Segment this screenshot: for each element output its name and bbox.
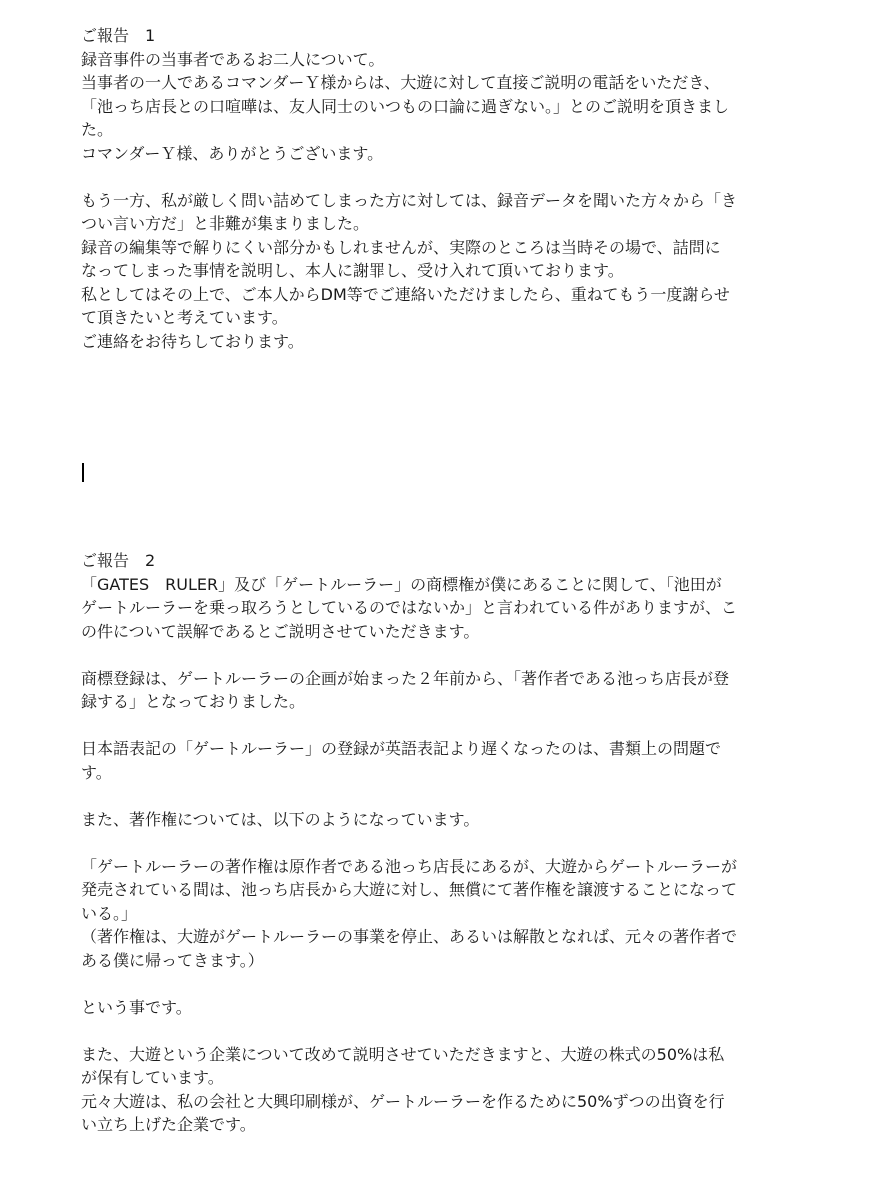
paragraph-line: つい言い方だ」と非難が集まりました。	[81, 214, 370, 233]
paragraph-line: コマンダーＹ様、ありがとうございます。	[81, 143, 384, 163]
blank-line	[81, 972, 807, 996]
paragraph-line: の件について誤解であるとご説明させていただきます。	[81, 621, 480, 641]
paragraph-line: ご連絡をお待ちしております。	[81, 331, 304, 351]
paragraph-line: い立ち上げた企業です。	[81, 1115, 256, 1134]
paragraph-line: また、著作権については、以下のようになっています。	[81, 809, 480, 829]
paragraph-line: 当事者の一人であるコマンダーＹ様からは、大遊に対して直接ご説明の電話をいただき、	[81, 73, 720, 92]
paragraph-line: 録音の編集等で解りにくい部分かもしれませんが、実際のところは当時その場で、詰問に	[81, 237, 721, 257]
paragraph-line: た。	[81, 120, 114, 139]
document-page	[81, 24, 807, 1137]
paragraph-line: が保有しています。	[81, 1068, 224, 1087]
paragraph-line: て頂きたいと考えています。	[81, 308, 288, 327]
report-1-section	[81, 24, 807, 353]
paragraph-line: す。	[81, 762, 112, 782]
paragraph-line: ある僕に帰ってきます。）	[81, 950, 264, 970]
blank-line	[81, 643, 807, 667]
blank-line	[81, 165, 807, 189]
blank-space	[81, 353, 807, 453]
blank-line	[81, 831, 807, 855]
report-2-section	[81, 549, 807, 1137]
paragraph-line: いる。」	[81, 903, 138, 923]
paragraph-line: ゲートルーラーを乗っ取ろうとしているのではないか」と言われている件がありますが、こ	[81, 598, 738, 617]
paragraph-line: 私としてはその上で、ご本人からDM等でご連絡いただけましたら、重ねてもう一度謝らせ	[81, 284, 730, 304]
text-cursor-area[interactable]	[81, 453, 807, 549]
paragraph-line: 「GATES RULER」及び「ゲートルーラー」の商標権が僕にあることに関して、「池田が	[81, 574, 722, 594]
paragraph-line: 「ゲートルーラーの著作権は原作者である池っち店長にあるが、大遊からゲートルーラーが	[81, 856, 738, 876]
paragraph-line: もう一方、私が厳しく問い詰めてしまった方に対しては、録音データを聞いた方々から「き	[81, 190, 738, 210]
text-cursor	[82, 463, 84, 482]
report-heading: ご報告 2	[81, 551, 156, 570]
paragraph-line: 録する」となっておりました。	[81, 692, 306, 711]
report-heading: ご報告 1	[81, 26, 156, 45]
blank-line	[81, 1019, 807, 1043]
paragraph-line: 元々大遊は、私の会社と大興印刷様が、ゲートルーラーを作るために50%ずつの出資を行	[81, 1091, 725, 1111]
paragraph-line: 「池っち店長との口喧嘩は、友人同士のいつもの口論に過ぎない。」とのご説明を頂きまし	[81, 96, 730, 116]
blank-line	[81, 714, 807, 738]
paragraph-line: 録音事件の当事者であるお二人について。	[81, 49, 385, 69]
paragraph-line: なってしまった事情を説明し、本人に謝罪し、受け入れて頂いております。	[81, 261, 624, 280]
blank-line	[81, 784, 807, 808]
paragraph-line: 発売されている間は、池っち店長から大遊に対し、無償にて著作権を譲渡することになって	[81, 880, 738, 899]
paragraph-line: また、大遊という企業について改めて説明させていただきますと、大遊の株式の50%は私	[81, 1044, 725, 1064]
paragraph-line: という事です。	[81, 997, 192, 1017]
paragraph-line: （著作権は、大遊がゲートルーラーの事業を停止、あるいは解散となれば、元々の著作者で	[81, 927, 738, 946]
paragraph-line: 商標登録は、ゲートルーラーの企画が始まった２年前から、「著作者である池っち店長が登	[81, 668, 730, 688]
paragraph-line: 日本語表記の「ゲートルーラー」の登録が英語表記より遅くなったのは、書類上の問題で	[81, 739, 722, 758]
